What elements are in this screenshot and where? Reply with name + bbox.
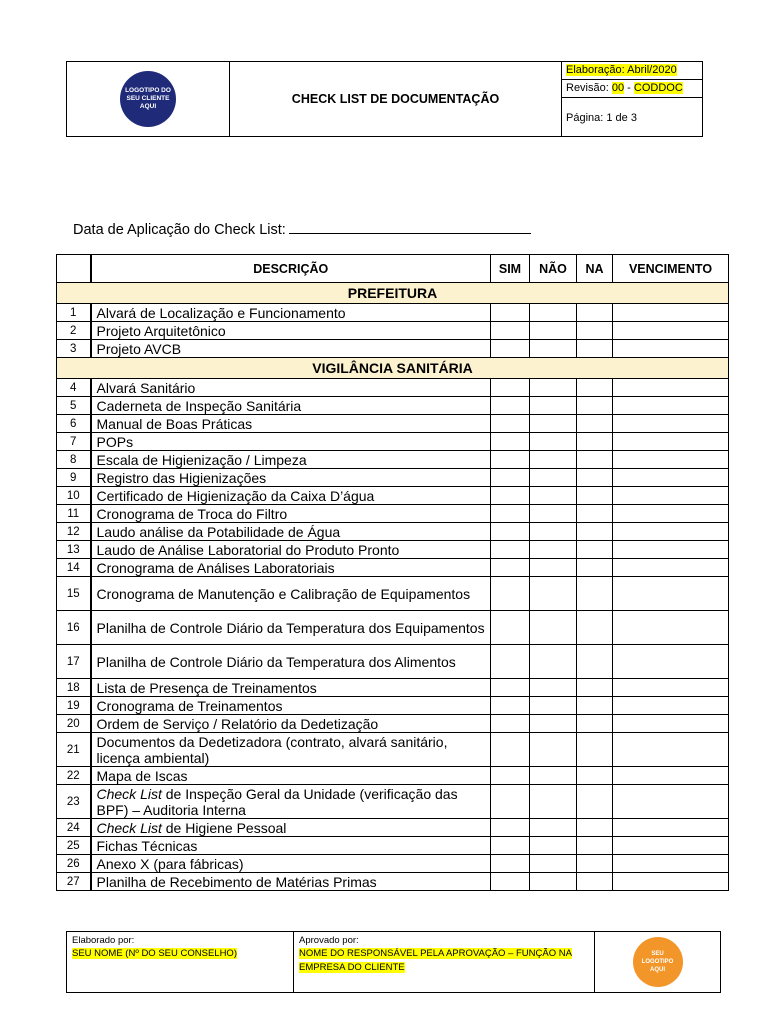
cell-na[interactable] (577, 819, 613, 837)
cell-nao[interactable] (530, 541, 577, 559)
item-description (91, 611, 491, 645)
cell-vencimento[interactable] (613, 523, 729, 541)
cell-vencimento[interactable] (613, 855, 729, 873)
item-description-text: Cronograma de Treinamentos (96, 697, 283, 714)
cell-vencimento[interactable] (613, 767, 729, 785)
item-description (91, 733, 491, 767)
table-row (57, 715, 729, 733)
item-number: 6 (57, 415, 91, 433)
item-description-text: Cronograma de Troca do Filtro (96, 505, 288, 522)
cell-nao[interactable] (530, 415, 577, 433)
cell-sim[interactable] (491, 873, 530, 891)
cell-nao[interactable] (530, 873, 577, 891)
item-number: 8 (57, 451, 91, 469)
cell-na[interactable] (577, 304, 613, 322)
cell-na[interactable] (577, 837, 613, 855)
item-description (91, 340, 491, 358)
item-description-text: Fichas Técnicas (96, 837, 198, 854)
cell-nao[interactable] (530, 837, 577, 855)
cell-sim[interactable] (491, 697, 530, 715)
cell-na[interactable] (577, 340, 613, 358)
cell-nao[interactable] (530, 304, 577, 322)
item-description-text: Certificado de Higienização da Caixa D’água (96, 487, 375, 504)
cell-nao[interactable] (530, 697, 577, 715)
cell-vencimento[interactable] (613, 611, 729, 645)
cell-na[interactable] (577, 785, 613, 819)
table-row (57, 433, 729, 451)
cell-na[interactable] (577, 415, 613, 433)
table-row (57, 487, 729, 505)
cell-vencimento[interactable] (613, 487, 729, 505)
cell-sim[interactable] (491, 469, 530, 487)
cell-na[interactable] (577, 379, 613, 397)
cell-vencimento[interactable] (613, 697, 729, 715)
item-description (91, 873, 491, 891)
header-sim: SIM (491, 255, 530, 283)
cell-sim[interactable] (491, 415, 530, 433)
table-row (57, 559, 729, 577)
table-row (57, 523, 729, 541)
header-num (57, 255, 91, 283)
item-description-text: Cronograma de Análises Laboratoriais (96, 559, 335, 576)
cell-nao[interactable] (530, 523, 577, 541)
application-date-label: Data de Aplicação do Check List: (73, 222, 286, 238)
cell-sim[interactable] (491, 837, 530, 855)
application-date-field (73, 219, 531, 238)
item-number: 10 (57, 487, 91, 505)
item-description-text: Projeto Arquitetônico (96, 322, 226, 339)
section-row (57, 358, 729, 379)
cell-vencimento[interactable] (613, 733, 729, 767)
cell-sim[interactable] (491, 433, 530, 451)
table-row (57, 397, 729, 415)
cell-sim[interactable] (491, 505, 530, 523)
item-number: 18 (57, 679, 91, 697)
cell-nao[interactable] (530, 487, 577, 505)
cell-na[interactable] (577, 855, 613, 873)
cell-na[interactable] (577, 451, 613, 469)
item-description-text: Cronograma de Manutenção e Calibração de Equipamentos (96, 585, 471, 602)
author-logo-cell (595, 932, 720, 992)
cell-nao[interactable] (530, 469, 577, 487)
cell-vencimento[interactable] (613, 559, 729, 577)
cell-vencimento[interactable] (613, 577, 729, 611)
item-number: 22 (57, 767, 91, 785)
cell-nao[interactable] (530, 505, 577, 523)
cell-vencimento[interactable] (613, 785, 729, 819)
item-description (91, 785, 491, 819)
cell-sim[interactable] (491, 577, 530, 611)
item-description-text: de Higiene Pessoal (161, 819, 287, 836)
item-number: 2 (57, 322, 91, 340)
item-description (91, 819, 491, 837)
cell-na[interactable] (577, 322, 613, 340)
item-number: 19 (57, 697, 91, 715)
section-row (57, 283, 729, 304)
cell-vencimento[interactable] (613, 379, 729, 397)
cell-vencimento[interactable] (613, 505, 729, 523)
cell-nao[interactable] (530, 679, 577, 697)
table-row (57, 577, 729, 611)
cell-vencimento[interactable] (613, 340, 729, 358)
cell-na[interactable] (577, 577, 613, 611)
item-description-italic: Check List (96, 819, 162, 836)
cell-sim[interactable] (491, 487, 530, 505)
item-description-text: Mapa de Iscas (96, 767, 188, 784)
item-number: 13 (57, 541, 91, 559)
table-row (57, 767, 729, 785)
item-description (91, 451, 491, 469)
application-date-blank[interactable] (289, 219, 531, 234)
item-number: 1 (57, 304, 91, 322)
table-row (57, 379, 729, 397)
page-number: Página: 1 de 3 (566, 112, 637, 124)
cell-nao[interactable] (530, 379, 577, 397)
client-logo: LOGOTIPO DO SEU CLIENTE AQUI (120, 71, 176, 127)
item-description-text: Escala de Higienização / Limpeza (96, 451, 307, 468)
item-description-text: Alvará de Localização e Funcionamento (96, 304, 346, 321)
item-description (91, 767, 491, 785)
table-row (57, 873, 729, 891)
cell-vencimento[interactable] (613, 819, 729, 837)
item-number: 16 (57, 611, 91, 645)
elaborated-by-cell (67, 932, 294, 992)
item-number: 21 (57, 733, 91, 767)
author-logo: SEU LOGOTIPO AQUI (633, 937, 683, 987)
cell-sim[interactable] (491, 645, 530, 679)
cell-nao[interactable] (530, 340, 577, 358)
table-row (57, 855, 729, 873)
cell-na[interactable] (577, 559, 613, 577)
table-row (57, 415, 729, 433)
table-row (57, 611, 729, 645)
header-nao: NÃO (530, 255, 577, 283)
item-number: 3 (57, 340, 91, 358)
item-number: 12 (57, 523, 91, 541)
section-title: PREFEITURA (57, 283, 729, 304)
header-na: NA (577, 255, 613, 283)
cell-nao[interactable] (530, 645, 577, 679)
item-description-text: Laudo análise da Potabilidade de Água (96, 523, 341, 540)
cell-nao[interactable] (530, 785, 577, 819)
item-number: 24 (57, 819, 91, 837)
cell-na[interactable] (577, 767, 613, 785)
item-number: 23 (57, 785, 91, 819)
cell-sim[interactable] (491, 819, 530, 837)
item-number: 5 (57, 397, 91, 415)
document-title: CHECK LIST DE DOCUMENTAÇÃO (230, 62, 562, 136)
item-description (91, 469, 491, 487)
cell-sim[interactable] (491, 541, 530, 559)
item-number: 15 (57, 577, 91, 611)
cell-vencimento[interactable] (613, 397, 729, 415)
approved-by-value: NOME DO RESPONSÁVEL PELA APROVAÇÃO – FUNÇÃO NA EMPRESA DO CLIENTE (299, 948, 572, 973)
table-row (57, 469, 729, 487)
cell-sim[interactable] (491, 785, 530, 819)
document-header (66, 61, 703, 137)
cell-sim[interactable] (491, 679, 530, 697)
cell-sim[interactable] (491, 322, 530, 340)
cell-nao[interactable] (530, 767, 577, 785)
table-row (57, 541, 729, 559)
cell-vencimento[interactable] (613, 433, 729, 451)
item-description-text: de Inspeção Geral da Unidade (verificação das BPF) – Auditoria Interna (96, 785, 458, 818)
item-number: 20 (57, 715, 91, 733)
item-description (91, 322, 491, 340)
item-number: 11 (57, 505, 91, 523)
cell-vencimento[interactable] (613, 837, 729, 855)
table-row (57, 451, 729, 469)
cell-sim[interactable] (491, 397, 530, 415)
cell-na[interactable] (577, 645, 613, 679)
item-description (91, 541, 491, 559)
cell-vencimento[interactable] (613, 679, 729, 697)
cell-na[interactable] (577, 433, 613, 451)
cell-vencimento[interactable] (613, 415, 729, 433)
cell-na[interactable] (577, 733, 613, 767)
cell-na[interactable] (577, 505, 613, 523)
cell-na[interactable] (577, 523, 613, 541)
cell-sim[interactable] (491, 767, 530, 785)
cell-vencimento[interactable] (613, 541, 729, 559)
table-row (57, 645, 729, 679)
table-row (57, 819, 729, 837)
item-description-text: Laudo de Análise Laboratorial do Produto Pronto (96, 541, 400, 558)
item-description-text: Planilha de Controle Diário da Temperatura dos Alimentos (96, 653, 456, 670)
item-description (91, 855, 491, 873)
item-number: 25 (57, 837, 91, 855)
item-description-text: Registro das Higienizações (96, 469, 267, 486)
item-description (91, 559, 491, 577)
cell-sim[interactable] (491, 304, 530, 322)
cell-nao[interactable] (530, 433, 577, 451)
item-description-text: Ordem de Serviço / Relatório da Dedetização (96, 715, 379, 732)
cell-sim[interactable] (491, 611, 530, 645)
table-row (57, 340, 729, 358)
cell-na[interactable] (577, 679, 613, 697)
item-description (91, 433, 491, 451)
item-description (91, 487, 491, 505)
cell-nao[interactable] (530, 397, 577, 415)
cell-sim[interactable] (491, 451, 530, 469)
item-number: 14 (57, 559, 91, 577)
item-description (91, 645, 491, 679)
item-description-text: Anexo X (para fábricas) (96, 855, 244, 872)
cell-nao[interactable] (530, 611, 577, 645)
table-row (57, 505, 729, 523)
cell-vencimento[interactable] (613, 645, 729, 679)
item-description-text: Lista de Presença de Treinamentos (96, 679, 317, 696)
table-header-row (57, 255, 729, 283)
cell-nao[interactable] (530, 577, 577, 611)
cell-na[interactable] (577, 611, 613, 645)
cell-nao[interactable] (530, 559, 577, 577)
item-number: 9 (57, 469, 91, 487)
cell-vencimento[interactable] (613, 304, 729, 322)
item-description-text: Alvará Sanitário (96, 379, 196, 396)
table-row (57, 837, 729, 855)
item-description (91, 415, 491, 433)
item-number: 17 (57, 645, 91, 679)
cell-sim[interactable] (491, 559, 530, 577)
document-footer (66, 931, 721, 993)
cell-nao[interactable] (530, 819, 577, 837)
cell-vencimento[interactable] (613, 469, 729, 487)
cell-nao[interactable] (530, 322, 577, 340)
cell-na[interactable] (577, 541, 613, 559)
item-description (91, 379, 491, 397)
item-description-text: POPs (96, 433, 134, 450)
table-row (57, 697, 729, 715)
item-description (91, 397, 491, 415)
table-row (57, 785, 729, 819)
item-description (91, 577, 491, 611)
header-vencimento: VENCIMENTO (613, 255, 729, 283)
table-row (57, 679, 729, 697)
item-description-text: Caderneta de Inspeção Sanitária (96, 397, 302, 414)
cell-na[interactable] (577, 397, 613, 415)
cell-vencimento[interactable] (613, 322, 729, 340)
cell-nao[interactable] (530, 715, 577, 733)
item-description-text: Projeto AVCB (96, 340, 182, 357)
elaboration-date: Elaboração: Abril/2020 (566, 64, 677, 76)
cell-na[interactable] (577, 697, 613, 715)
item-description (91, 679, 491, 697)
item-description (91, 304, 491, 322)
cell-sim[interactable] (491, 733, 530, 767)
cell-na[interactable] (577, 487, 613, 505)
table-row (57, 733, 729, 767)
item-description-italic: Check List (96, 785, 162, 802)
table-row (57, 322, 729, 340)
client-logo-cell (67, 62, 230, 136)
cell-vencimento[interactable] (613, 715, 729, 733)
document-meta (562, 62, 702, 136)
cell-vencimento[interactable] (613, 873, 729, 891)
item-number: 27 (57, 873, 91, 891)
cell-nao[interactable] (530, 451, 577, 469)
cell-sim[interactable] (491, 855, 530, 873)
cell-na[interactable] (577, 873, 613, 891)
elaborated-by-label: Elaborado por: (72, 935, 135, 946)
cell-sim[interactable] (491, 715, 530, 733)
revision: Revisão: 00 - CODDOC (562, 80, 702, 98)
item-description-text: Documentos da Dedetizadora (contrato, alvará sanitário, licença ambiental) (96, 733, 448, 766)
cell-sim[interactable] (491, 340, 530, 358)
checklist-table (56, 254, 729, 891)
item-description (91, 523, 491, 541)
header-descricao: DESCRIÇÃO (91, 255, 491, 283)
item-number: 7 (57, 433, 91, 451)
item-description-text: Manual de Boas Práticas (96, 415, 253, 432)
cell-sim[interactable] (491, 379, 530, 397)
cell-nao[interactable] (530, 733, 577, 767)
approved-by-label: Aprovado por: (299, 935, 359, 946)
item-description (91, 697, 491, 715)
item-description (91, 505, 491, 523)
item-number: 26 (57, 855, 91, 873)
item-description-text: Planilha de Recebimento de Matérias Primas (96, 873, 377, 890)
item-number: 4 (57, 379, 91, 397)
cell-sim[interactable] (491, 523, 530, 541)
cell-nao[interactable] (530, 855, 577, 873)
cell-vencimento[interactable] (613, 451, 729, 469)
item-description-text: Planilha de Controle Diário da Temperatura dos Equipamentos (96, 619, 485, 636)
section-title: VIGILÂNCIA SANITÁRIA (57, 358, 729, 379)
cell-na[interactable] (577, 715, 613, 733)
item-description (91, 715, 491, 733)
table-row (57, 304, 729, 322)
item-description (91, 837, 491, 855)
cell-na[interactable] (577, 469, 613, 487)
approved-by-cell (294, 932, 595, 992)
elaborated-by-value: SEU NOME (Nº DO SEU CONSELHO) (72, 948, 237, 959)
